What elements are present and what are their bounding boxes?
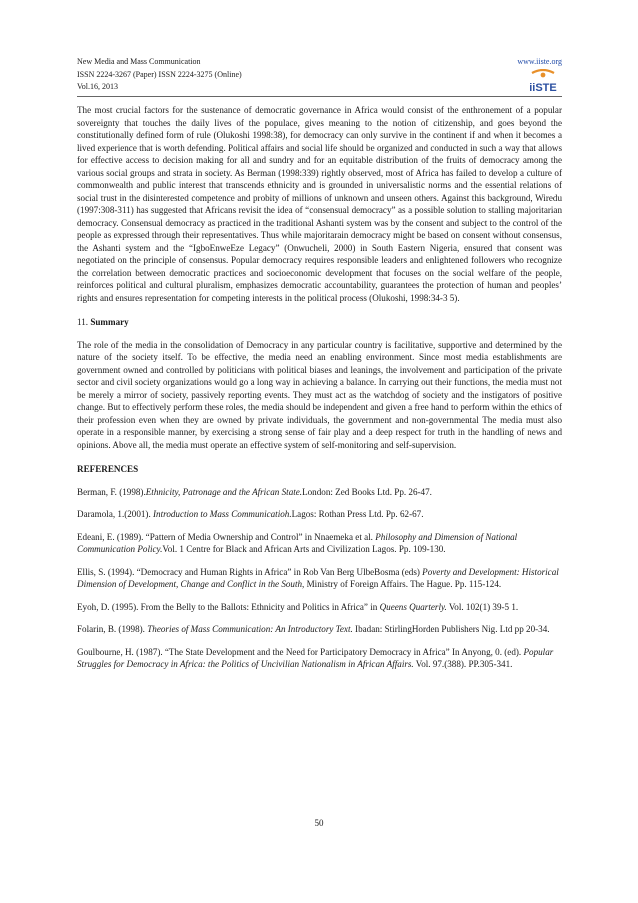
page-header <box>77 56 562 94</box>
reference-item: Goulbourne, H. (1987). “The State Development and the Need for Participatory Democracy in Africa” In Anyong, 0. (ed). Popular Struggles for Democracy in Africa: the Politics of Uncivilian Nationalism in African Affairs. Vol. 97.(388). PP.305-341. <box>77 646 554 669</box>
references-list <box>77 486 562 671</box>
page-body <box>77 104 562 681</box>
journal-url-link[interactable]: www.iiste.org <box>517 57 562 66</box>
summary-paragraph: The role of the media in the consolidation of Democracy in any particular country is facilitative, supportive and determined by the nature of the society itself. To be effective, the media need an enabling environment. Since most media establishments are government owned and controlled by politicians with political biases and leanings, the involvement and participation of the private sector and civil society organizations would go a long way in achieving a balance. In carrying out their functions, the media must not be merely a mirror of society, passively reporting events. They must act as the watchdog of society and the instigators of positive change. But to effectively perform these roles, the media should be independent and given a free hand to perform within the ethics of their profession even when they are owned by private individuals, the government and non-governmental The media must also operate in a responsible manner, by exercising a strong sense of fair play and a deep respect for truth in the handling of news and opinions. Above all, the media must operate an effective system of self-monitoring and self-supervision. <box>77 339 562 450</box>
page-number: 50 <box>314 818 324 828</box>
references-heading <box>77 463 562 476</box>
journal-name: New Media and Mass Communication <box>77 57 201 66</box>
summary-heading <box>77 316 562 329</box>
reference-item: Berman, F. (1998).Ethnicity, Patronage and the African State.London: Zed Books Ltd. Pp. 26-47. <box>77 486 432 497</box>
reference-item: Ellis, S. (1994). “Democracy and Human Rights in Africa” in Rob Van Berg UlbeBosma (eds) Poverty and Development: Historical Dimension of Development, Change and Conflict in the South, Ministry of Foreign Affairs. The Hague. Pp. 115-124. <box>77 566 559 589</box>
summary-title: Summary <box>90 317 129 327</box>
volume-line: Vol.16, 2013 <box>77 82 118 91</box>
intro-paragraph: The most crucial factors for the sustenance of democratic governance in Africa would consist of the enthronement of a popular sovereignty that touches the daily lives of the populace, gives meaning to the notion of citizenship, and goes beyond the constitutionally defined form of rule (Olukoshi 1998:38), for democracy can only survive in the continent if and when it becomes a lived experience that is worth defending. Political affairs and social life should be organized and conducted in such a way that allows for effective access to decision making for all and sundry and for an equitable distribution of the fruits of democracy among the various social groups and strata in society. As Berman (1998:339) rightly observed, most of Africa has failed to develop a culture of commonwealth and public interest that transcends ethnicity and is grounded in universalistic norms and the essential relations of social trust in the disinterested competence and probity of millions of unknown and unseen others. Against this background, Wiredu (1997:308-311) has suggested that Africans revisit the idea of “consensual democracy” as a possible solution to stalling majoritarian democracy. Consensual democracy as practiced in the traditional Ashanti system was by the consent and subject to the control of the people as expressed through their representatives. Thus while majoritarain democracy might be based on consent without consensus, the Ashanti system and the “IgboEnweEze Legacy” (Onwucheli, 2000) in South Eastern Nigeria, ensured that consent was negotiated on the principle of consensus. Popular democracy requires responsible leaders and enlightened followers who recognize the correlation between democratic practices and socioeconomic development that focuses on the social welfare of the people, reinforces political and cultural pluralism, emphasizes democratic accountability, guarantees the protection of human and peoples’ rights and ensures representation for competing interests in the political process (Olukoshi, 1998:34-3 5). <box>77 105 562 303</box>
iiste-logo <box>524 69 562 97</box>
reference-item: Daramola, 1.(2001). Introduction to Mass Communicatioh.Lagos: Rothan Press Ltd. Pp. 62-67. <box>77 509 424 519</box>
references-title: REFERENCES <box>77 464 139 474</box>
reference-item: Eyoh, D. (1995). From the Belly to the Ballots: Ethnicity and Politics in Africa” in Queens Quarterly. Vol. 102(1) 39-5 1. <box>77 601 519 612</box>
header-divider <box>77 96 562 97</box>
logo-text: iiSTE <box>529 82 557 94</box>
summary-number: 11. <box>77 317 89 327</box>
reference-item: Folarin, B. (1998). Theories of Mass Communication: An Introductory Text. Ibadan: StirlingHorden Publishers Nig. Ltd pp 20-34. <box>77 624 550 634</box>
issn-line: ISSN 2224-3267 (Paper) ISSN 2224-3275 (Online) <box>77 69 242 79</box>
reference-item: Edeani, E. (1989). “Pattern of Media Ownership and Control” in Nnaemeka et al. Philosophy and Dimension of National Communication Policy.Vol. 1 Centre for Black and African Arts and Civilization Lagos. Pp. 109-130. <box>77 531 518 554</box>
